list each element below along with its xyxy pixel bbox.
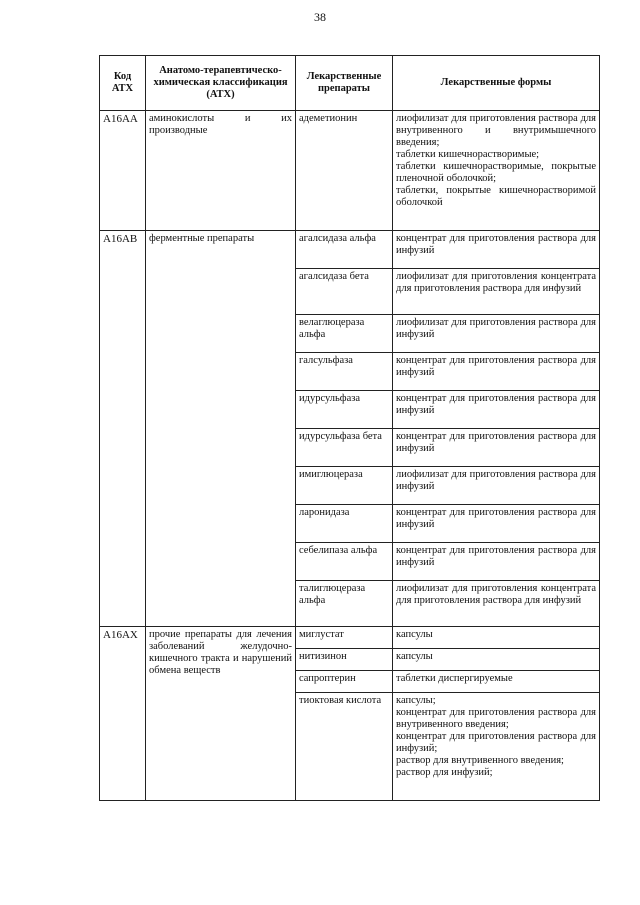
dosage-form-item: капсулы; [396,695,436,706]
dosage-forms-cell [393,649,600,671]
dosage-form-item: лиофилизат для приготовления раствора для инфузий [396,469,596,492]
header-code: Код АТХ [100,56,146,111]
drug-name-cell: идурсульфаза бета [296,429,393,467]
dosage-forms-cell [393,391,600,429]
dosage-form-item: раствор для внутривенного введения; [396,755,564,766]
dosage-form-item: концентрат для приготовления раствора для инфузий [396,233,596,256]
atx-classification-cell: прочие препараты для лечения заболеваний желудочно-кишечного тракта и нарушений обмена веществ [146,627,296,801]
header-classification: Анатомо-терапевтическо-химическая классификация (АТХ) [146,56,296,111]
dosage-form-item: концентрат для приготовления раствора для инфузий [396,431,596,454]
table-row [100,111,600,231]
header-forms: Лекарственные формы [393,56,600,111]
drug-name-cell: адеметионин [296,111,393,231]
dosage-form-item: капсулы [396,629,433,640]
dosage-form-item: капсулы [396,651,433,662]
dosage-forms-cell [393,467,600,505]
atx-table [99,55,600,801]
drug-name-cell: себелипаза альфа [296,543,393,581]
dosage-forms-cell [393,315,600,353]
dosage-form-item: концентрат для приготовления раствора для инфузий [396,545,596,568]
drug-name-cell: агалсидаза бета [296,269,393,315]
atx-classification-cell: аминокислоты и их производные [146,111,296,231]
dosage-form-item: концентрат для приготовления раствора для инфузий [396,507,596,530]
drug-name-cell: талиглюцераза альфа [296,581,393,627]
drug-name-cell: миглустат [296,627,393,649]
dosage-forms-cell [393,693,600,801]
dosage-form-item: лиофилизат для приготовления раствора для внутривенного и внутримышечного введения; [396,113,596,148]
drug-name-cell: агалсидаза альфа [296,231,393,269]
table-header-row [100,56,600,111]
dosage-form-item: лиофилизат для приготовления раствора для инфузий [396,317,596,340]
dosage-forms-cell [393,353,600,391]
dosage-form-item: лиофилизат для приготовления концентрата для приготовления раствора для инфузий [396,271,596,294]
drug-name-cell: галсульфаза [296,353,393,391]
drug-name-cell: ларонидаза [296,505,393,543]
table-row [100,627,600,649]
drug-name-cell: нитизинон [296,649,393,671]
drug-name-cell: велаглюцераза альфа [296,315,393,353]
dosage-form-item: лиофилизат для приготовления концентрата для приготовления раствора для инфузий [396,583,596,606]
dosage-forms-cell [393,269,600,315]
dosage-form-item: концентрат для приготовления раствора для внутривенного введения; [396,707,596,730]
dosage-forms-cell [393,671,600,693]
dosage-forms-cell [393,111,600,231]
atx-classification-cell: ферментные препараты [146,231,296,627]
table-body [100,111,600,801]
drug-name-cell: тиоктовая кислота [296,693,393,801]
dosage-form-item: таблетки диспергируемые [396,673,513,684]
table-row [100,231,600,269]
dosage-form-item: таблетки, покрытые кишечнорастворимой оболочкой [396,185,596,208]
drug-name-cell: имиглюцераза [296,467,393,505]
dosage-forms-cell [393,627,600,649]
dosage-forms-cell [393,429,600,467]
dosage-form-item: таблетки кишечнорастворимые, покрытые пленочной оболочкой; [396,161,596,184]
dosage-forms-cell [393,505,600,543]
dosage-form-item: концентрат для приготовления раствора для инфузий [396,393,596,416]
dosage-form-item: раствор для инфузий; [396,767,493,778]
atx-code-cell: A16AX [100,627,146,801]
dosage-form-item: таблетки кишечнорастворимые; [396,149,540,160]
dosage-forms-cell [393,543,600,581]
page-number: 38 [314,10,326,24]
dosage-form-item: концентрат для приготовления раствора для инфузий; [396,731,596,754]
drug-name-cell: идурсульфаза [296,391,393,429]
dosage-form-item: концентрат для приготовления раствора для инфузий [396,355,596,378]
atx-code-cell: A16AB [100,231,146,627]
atx-code-cell: A16AA [100,111,146,231]
header-drugs: Лекарственные препараты [296,56,393,111]
drug-name-cell: сапроптерин [296,671,393,693]
dosage-forms-cell [393,231,600,269]
dosage-forms-cell [393,581,600,627]
